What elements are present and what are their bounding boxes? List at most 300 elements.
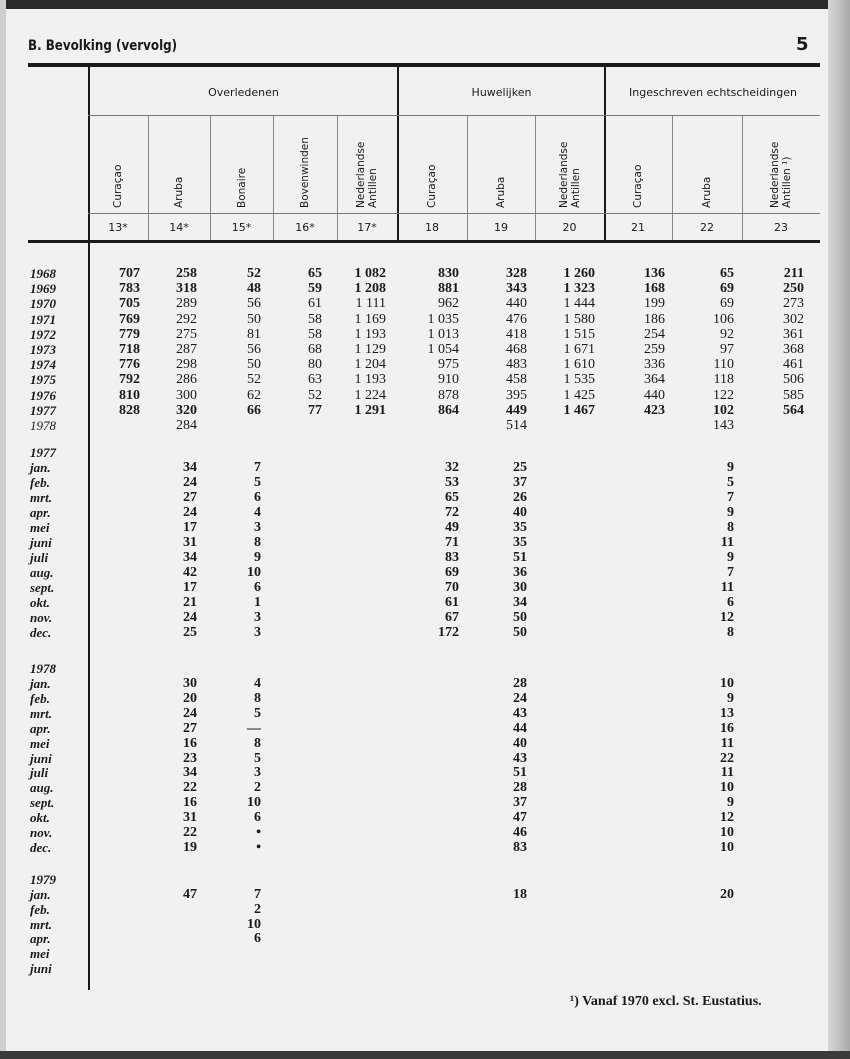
table-cell: 292 bbox=[176, 311, 197, 327]
table-cell: 34 bbox=[183, 550, 197, 565]
table-cell: 61 bbox=[308, 296, 322, 312]
table-cell: 56 bbox=[247, 342, 261, 357]
table-cell: 975 bbox=[438, 357, 459, 373]
table-cell: 287 bbox=[176, 342, 197, 357]
table-cell: 53 bbox=[445, 475, 459, 490]
row-label: apr. bbox=[30, 505, 51, 520]
table-cell: 9 bbox=[727, 460, 734, 475]
row-label: apr. bbox=[30, 931, 51, 947]
table-cell: 47 bbox=[183, 887, 197, 902]
table-cell: 51 bbox=[513, 765, 527, 781]
column-header: Bovenwinden bbox=[299, 137, 311, 208]
table-cell: 7 bbox=[254, 460, 261, 475]
table-cell: 810 bbox=[119, 387, 140, 403]
table-cell: • bbox=[256, 825, 261, 840]
table-cell: 8 bbox=[254, 535, 261, 550]
table-cell: 34 bbox=[183, 765, 197, 781]
table-cell: 6 bbox=[254, 580, 261, 595]
table-cell: 211 bbox=[783, 266, 804, 281]
table-cell: 50 bbox=[247, 311, 261, 327]
table-cell: 8 bbox=[727, 625, 734, 640]
table-cell: 718 bbox=[119, 342, 140, 357]
table-cell: 42 bbox=[183, 565, 197, 580]
table-cell: 7 bbox=[727, 565, 734, 580]
table-cell: 17 bbox=[183, 520, 197, 535]
table-cell: 1 035 bbox=[427, 311, 459, 327]
table-cell: 58 bbox=[308, 326, 322, 342]
table-cell: 69 bbox=[720, 281, 734, 297]
row-label: dec. bbox=[30, 625, 52, 640]
column-number: 15* bbox=[231, 221, 252, 234]
table-cell: 275 bbox=[176, 326, 197, 342]
table-cell: 864 bbox=[438, 402, 459, 418]
table-cell: 72 bbox=[445, 505, 459, 520]
row-label: 1978 bbox=[30, 418, 56, 433]
table-cell: 27 bbox=[183, 720, 197, 736]
table-cell: 65 bbox=[720, 266, 734, 281]
table-cell: 97 bbox=[720, 342, 734, 357]
table-cell: — bbox=[247, 720, 261, 736]
table-cell: 56 bbox=[247, 296, 261, 312]
table-cell: 36 bbox=[513, 565, 527, 580]
table-cell: 881 bbox=[438, 281, 459, 297]
table-cell: 320 bbox=[176, 402, 197, 418]
table-cell: 8 bbox=[727, 520, 734, 535]
table-cell: 284 bbox=[176, 418, 197, 433]
table-cell: 199 bbox=[644, 296, 665, 312]
column-number: 14* bbox=[169, 221, 189, 234]
table-cell: 43 bbox=[513, 750, 527, 766]
group-echtscheidingen: Ingeschreven echtscheidingen bbox=[629, 86, 797, 99]
column-header: Curaçao bbox=[426, 164, 438, 208]
table-cell: 32 bbox=[445, 460, 459, 475]
table-cell: 63 bbox=[308, 372, 322, 388]
row-label: aug. bbox=[30, 565, 54, 580]
table-cell: 77 bbox=[308, 402, 322, 418]
table-cell: 25 bbox=[183, 625, 197, 640]
table-cell: 10 bbox=[247, 916, 261, 932]
table-cell: 461 bbox=[783, 357, 804, 373]
table-cell: 1 425 bbox=[563, 387, 595, 403]
table-cell: 48 bbox=[247, 281, 261, 297]
table-cell: 423 bbox=[644, 402, 665, 418]
table-cell: 300 bbox=[176, 387, 197, 403]
column-number: 16* bbox=[295, 221, 315, 234]
table-cell: 258 bbox=[176, 266, 197, 281]
table-cell: 62 bbox=[247, 387, 261, 403]
table-cell: 40 bbox=[513, 505, 527, 520]
table-cell: 3 bbox=[254, 520, 261, 535]
table-cell: 172 bbox=[438, 625, 459, 640]
table-cell: 24 bbox=[183, 610, 197, 625]
table-cell: 9 bbox=[727, 505, 734, 520]
table-cell: 92 bbox=[720, 326, 734, 342]
column-header: Nederlandse Antillen ¹) bbox=[769, 141, 793, 208]
column-header: Curaçao bbox=[112, 164, 124, 208]
scan-left-edge bbox=[0, 0, 6, 1059]
table-cell: 564 bbox=[783, 402, 804, 418]
table-cell: 395 bbox=[506, 387, 527, 403]
page-number: 5 bbox=[796, 34, 809, 55]
table-cell: 67 bbox=[445, 610, 459, 625]
table-cell: 254 bbox=[644, 326, 665, 342]
table-cell: 143 bbox=[713, 418, 734, 433]
table-cell: 6 bbox=[254, 490, 261, 505]
table-cell: 34 bbox=[183, 460, 197, 475]
table-cell: 6 bbox=[254, 810, 261, 826]
table-cell: 368 bbox=[783, 342, 804, 357]
table-cell: 22 bbox=[183, 825, 197, 840]
row-label: aug. bbox=[30, 780, 54, 796]
table-cell: 1 013 bbox=[427, 326, 459, 342]
table-cell: 11 bbox=[720, 765, 734, 781]
table-cell: 7 bbox=[254, 887, 261, 902]
row-label: jan. bbox=[30, 460, 51, 475]
table-cell: 514 bbox=[506, 418, 527, 433]
table-cell: 769 bbox=[119, 311, 140, 327]
row-label: juni bbox=[30, 750, 52, 766]
table-cell: 1 444 bbox=[563, 296, 595, 312]
table-cell: 13 bbox=[720, 705, 734, 721]
table-cell: 17 bbox=[183, 580, 197, 595]
table-cell: 24 bbox=[183, 475, 197, 490]
row-label: mrt. bbox=[30, 916, 53, 932]
table-cell: 468 bbox=[506, 342, 527, 357]
table-cell: 20 bbox=[183, 690, 197, 706]
table-cell: 289 bbox=[176, 296, 197, 312]
table-cell: 30 bbox=[183, 676, 197, 691]
table-cell: 24 bbox=[513, 690, 527, 706]
table-cell: 4 bbox=[254, 676, 261, 691]
table-cell: 18 bbox=[513, 887, 527, 902]
table-cell: 81 bbox=[247, 326, 261, 342]
table-cell: 10 bbox=[720, 839, 734, 855]
row-label: nov. bbox=[30, 610, 53, 625]
table-cell: 458 bbox=[506, 372, 527, 388]
table-cell: 83 bbox=[513, 839, 527, 855]
column-number: 23 bbox=[774, 221, 788, 234]
table-cell: 298 bbox=[176, 357, 197, 373]
table-cell: 27 bbox=[183, 490, 197, 505]
table-cell: 10 bbox=[720, 676, 734, 691]
table-cell: 705 bbox=[119, 296, 140, 312]
table-cell: 110 bbox=[713, 357, 734, 373]
table-cell: 83 bbox=[445, 550, 459, 565]
table-cell: 4 bbox=[254, 505, 261, 520]
table-cell: • bbox=[256, 839, 261, 855]
column-number: 20 bbox=[562, 221, 577, 234]
table-cell: 28 bbox=[513, 676, 527, 691]
table-cell: 44 bbox=[513, 720, 527, 736]
table-cell: 46 bbox=[513, 825, 527, 840]
scan-bottom-edge bbox=[0, 1051, 850, 1059]
table-cell: 12 bbox=[720, 610, 734, 625]
table-cell: 1 535 bbox=[563, 372, 595, 388]
table-cell: 6 bbox=[254, 931, 261, 947]
table-cell: 1 580 bbox=[563, 311, 595, 327]
label-column-divider bbox=[88, 66, 90, 990]
table-cell: 51 bbox=[513, 550, 527, 565]
row-label: 1970 bbox=[30, 296, 56, 312]
table-cell: 707 bbox=[119, 266, 140, 281]
table-cell: 65 bbox=[308, 266, 322, 281]
column-header: Bonaire bbox=[235, 167, 248, 208]
table-cell: 80 bbox=[308, 357, 322, 373]
table-cell: 168 bbox=[644, 281, 665, 297]
table-cell: 8 bbox=[254, 690, 261, 706]
scan-right-edge bbox=[828, 0, 850, 1059]
table-cell: 19 bbox=[183, 839, 197, 855]
table-cell: 71 bbox=[445, 535, 459, 550]
table-cell: 779 bbox=[119, 326, 140, 342]
table-cell: 37 bbox=[513, 795, 527, 811]
table-cell: 58 bbox=[308, 311, 322, 327]
table-cell: 16 bbox=[183, 735, 197, 751]
table-cell: 449 bbox=[506, 402, 527, 418]
table-cell: 1 467 bbox=[563, 402, 595, 418]
table-cell: 49 bbox=[445, 520, 459, 535]
table-cell: 328 bbox=[506, 266, 527, 281]
table-cell: 61 bbox=[445, 595, 459, 610]
table-cell: 5 bbox=[254, 475, 261, 490]
row-label: 1971 bbox=[30, 311, 56, 327]
table-cell: 12 bbox=[720, 810, 734, 826]
header-bottom-rule bbox=[28, 240, 820, 243]
row-label: jan. bbox=[30, 676, 51, 691]
table-cell: 35 bbox=[513, 520, 527, 535]
table-cell: 318 bbox=[176, 281, 197, 297]
table-cell: 10 bbox=[720, 780, 734, 796]
table-cell: 361 bbox=[783, 326, 804, 342]
column-number: 13* bbox=[108, 221, 128, 234]
row-label: 1973 bbox=[30, 342, 56, 357]
table-cell: 102 bbox=[713, 402, 734, 418]
table-cell: 10 bbox=[247, 795, 261, 811]
table-cell: 1 129 bbox=[354, 342, 386, 357]
column-header: Curaçao bbox=[632, 164, 644, 208]
section-title: B. Bevolking (vervolg) bbox=[28, 38, 178, 54]
row-label: mei bbox=[30, 946, 50, 962]
numbers-row-line bbox=[88, 213, 820, 214]
table-cell: 31 bbox=[183, 810, 197, 826]
top-rule bbox=[28, 63, 820, 67]
table-cell: 3 bbox=[254, 625, 261, 640]
row-label: okt. bbox=[30, 810, 50, 826]
table-cell: 5 bbox=[254, 705, 261, 721]
table-cell: 52 bbox=[308, 387, 322, 403]
column-header: Nederlandse Antillen bbox=[355, 141, 379, 208]
table-cell: 1 082 bbox=[354, 266, 386, 281]
row-label: feb. bbox=[30, 901, 50, 917]
table-cell: 1 323 bbox=[563, 281, 595, 297]
table-cell: 9 bbox=[727, 795, 734, 811]
row-label: sept. bbox=[30, 580, 55, 595]
table-cell: 364 bbox=[644, 372, 665, 388]
table-cell: 343 bbox=[506, 281, 527, 297]
table-cell: 136 bbox=[644, 266, 665, 281]
table-cell: 31 bbox=[183, 535, 197, 550]
table-cell: 1 610 bbox=[563, 357, 595, 373]
table-cell: 47 bbox=[513, 810, 527, 826]
table-cell: 1 193 bbox=[354, 372, 386, 388]
row-label: 1975 bbox=[30, 372, 56, 388]
column-header: Aruba bbox=[701, 176, 713, 208]
column-header: Nederlandse Antillen bbox=[557, 141, 582, 208]
table-cell: 70 bbox=[445, 580, 459, 595]
table-cell: 23 bbox=[183, 750, 197, 766]
table-cell: 22 bbox=[720, 750, 734, 766]
table-cell: 286 bbox=[176, 372, 197, 388]
table-cell: 34 bbox=[513, 595, 527, 610]
row-label: juli bbox=[30, 765, 49, 781]
table-cell: 1 111 bbox=[355, 296, 386, 312]
row-label: 1968 bbox=[30, 266, 56, 281]
table-cell: 21 bbox=[183, 595, 197, 610]
row-label: 1969 bbox=[30, 281, 56, 297]
table-cell: 506 bbox=[783, 372, 804, 388]
column-number: 17* bbox=[357, 221, 377, 234]
table-cell: 1 bbox=[254, 595, 261, 610]
table-cell: 68 bbox=[308, 342, 322, 357]
table-cell: 20 bbox=[720, 887, 734, 902]
row-label: sept. bbox=[30, 795, 55, 811]
table-cell: 1 671 bbox=[563, 342, 595, 357]
table-cell: 828 bbox=[119, 402, 140, 418]
column-number: 21 bbox=[631, 221, 645, 234]
row-label: jan. bbox=[30, 887, 51, 902]
table-cell: 1 208 bbox=[354, 281, 386, 297]
row-label: nov. bbox=[30, 825, 53, 840]
table-cell: 40 bbox=[513, 735, 527, 751]
row-label: 1972 bbox=[30, 326, 56, 342]
table-cell: 878 bbox=[438, 387, 459, 403]
row-label: mei bbox=[30, 735, 50, 751]
table-cell: 11 bbox=[720, 735, 734, 751]
row-label: 1977 bbox=[30, 402, 56, 418]
row-label: juli bbox=[30, 550, 49, 565]
row-label: 1976 bbox=[30, 387, 56, 403]
table-cell: 5 bbox=[254, 750, 261, 766]
table-cell: 3 bbox=[254, 610, 261, 625]
table-cell: 16 bbox=[183, 795, 197, 811]
table-cell: 50 bbox=[513, 625, 527, 640]
row-label: dec. bbox=[30, 839, 52, 855]
table-cell: 28 bbox=[513, 780, 527, 796]
table-cell: 9 bbox=[254, 550, 261, 565]
table-cell: 1 260 bbox=[563, 266, 595, 281]
table-cell: 250 bbox=[783, 281, 804, 297]
table-cell: 2 bbox=[254, 780, 261, 796]
table-cell: 440 bbox=[506, 296, 527, 312]
table-cell: 50 bbox=[513, 610, 527, 625]
table-cell: 25 bbox=[513, 460, 527, 475]
table-cell: 122 bbox=[713, 387, 734, 403]
table-cell: 26 bbox=[513, 490, 527, 505]
table-cell: 6 bbox=[727, 595, 734, 610]
table-cell: 69 bbox=[445, 565, 459, 580]
column-header: Aruba bbox=[173, 176, 185, 208]
table-cell: 9 bbox=[727, 690, 734, 706]
column-number: 22 bbox=[700, 221, 714, 234]
group-huwelijken: Huwelijken bbox=[471, 86, 532, 99]
row-label: mei bbox=[30, 520, 50, 535]
table-cell: 2 bbox=[254, 901, 261, 917]
table-cell: 24 bbox=[183, 505, 197, 520]
table-cell: 186 bbox=[644, 311, 665, 327]
table-cell: 792 bbox=[119, 372, 140, 388]
table-cell: 962 bbox=[438, 296, 459, 312]
table-cell: 476 bbox=[506, 311, 527, 327]
table-cell: 37 bbox=[513, 475, 527, 490]
row-label: feb. bbox=[30, 475, 50, 490]
table-cell: 59 bbox=[308, 281, 322, 297]
table-cell: 10 bbox=[720, 825, 734, 840]
table-cell: 483 bbox=[506, 357, 527, 373]
footnote: ¹) Vanaf 1970 excl. St. Eustatius. bbox=[570, 994, 762, 1009]
table-cell: 783 bbox=[119, 281, 140, 297]
section-heading: 1977 bbox=[30, 445, 56, 460]
table-cell: 66 bbox=[247, 402, 261, 418]
column-number: 18 bbox=[425, 221, 439, 234]
table-cell: 259 bbox=[644, 342, 665, 357]
table-cell: 50 bbox=[247, 357, 261, 373]
table-cell: 43 bbox=[513, 705, 527, 721]
table-cell: 11 bbox=[720, 580, 734, 595]
table-cell: 1 204 bbox=[354, 357, 386, 373]
column-number: 19 bbox=[494, 221, 508, 234]
scan-top-edge bbox=[0, 0, 850, 9]
row-label: juni bbox=[30, 961, 52, 976]
table-cell: 585 bbox=[783, 387, 804, 403]
table-cell: 5 bbox=[727, 475, 734, 490]
column-header: Aruba bbox=[495, 176, 507, 208]
table-cell: 3 bbox=[254, 765, 261, 781]
group-underline bbox=[88, 115, 820, 116]
row-label: juni bbox=[30, 535, 52, 550]
section-heading: 1979 bbox=[30, 872, 56, 887]
table-cell: 65 bbox=[445, 490, 459, 505]
table-cell: 1 224 bbox=[354, 387, 386, 403]
row-label: mrt. bbox=[30, 705, 53, 721]
row-label: feb. bbox=[30, 690, 50, 706]
table-cell: 16 bbox=[720, 720, 734, 736]
table-cell: 8 bbox=[254, 735, 261, 751]
row-label: okt. bbox=[30, 595, 50, 610]
table-cell: 10 bbox=[247, 565, 261, 580]
table-cell: 118 bbox=[713, 372, 734, 388]
section-heading: 1978 bbox=[30, 661, 56, 676]
table-cell: 830 bbox=[438, 266, 459, 281]
table-cell: 22 bbox=[183, 780, 197, 796]
table-cell: 106 bbox=[713, 311, 734, 327]
table-cell: 776 bbox=[119, 357, 140, 373]
table-cell: 336 bbox=[644, 357, 665, 373]
table-cell: 1 054 bbox=[427, 342, 459, 357]
table-cell: 1 515 bbox=[563, 326, 595, 342]
table-cell: 440 bbox=[644, 387, 665, 403]
table-cell: 52 bbox=[247, 266, 261, 281]
table-cell: 35 bbox=[513, 535, 527, 550]
table-cell: 302 bbox=[783, 311, 804, 327]
table-cell: 11 bbox=[720, 535, 734, 550]
row-label: apr. bbox=[30, 720, 51, 736]
table-cell: 1 193 bbox=[354, 326, 386, 342]
table-cell: 7 bbox=[727, 490, 734, 505]
table-cell: 9 bbox=[727, 550, 734, 565]
table-cell: 69 bbox=[720, 296, 734, 312]
table-cell: 30 bbox=[513, 580, 527, 595]
group-overledenen: Overledenen bbox=[208, 86, 279, 99]
